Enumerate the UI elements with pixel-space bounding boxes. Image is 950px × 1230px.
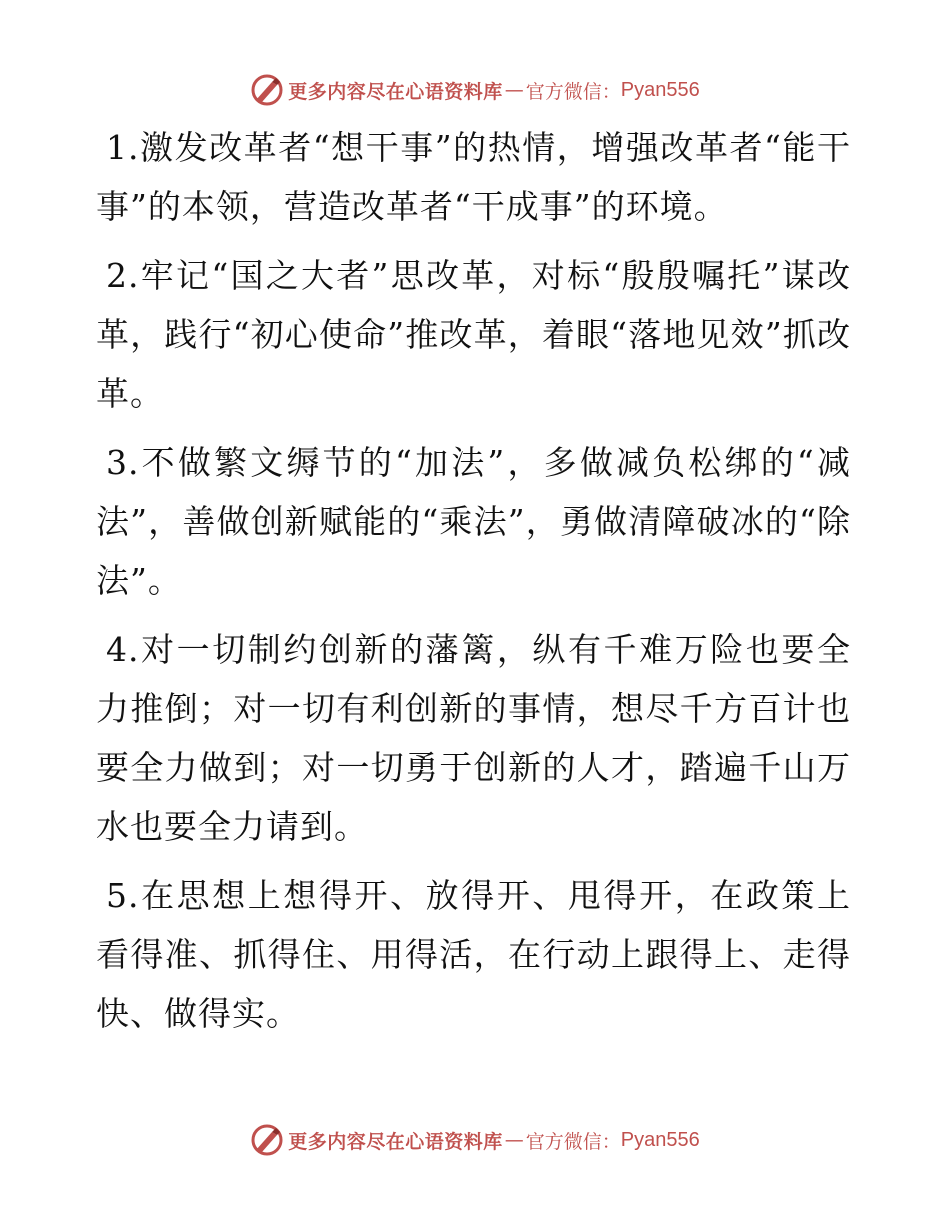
page-footer (0, 1120, 950, 1160)
item-number: 3. (106, 443, 140, 482)
list-item (96, 118, 851, 236)
item-text: 对一切制约创新的藩篱，纵有千难万险也要全力推倒；对一切有利创新的事情，想尽千方百计也要全力做到；对一切勇于创新的人才，踏遍千山万水也要全力请到。 (96, 630, 851, 846)
list-item (96, 866, 851, 1043)
footer-banner (250, 1123, 700, 1157)
item-text: 不做繁文缛节的“加法”，多做减负松绑的“减法”，善做创新赋能的“乘法”，勇做清障破冰的“除法”。 (96, 443, 851, 600)
footer-banner-separator: — (504, 1129, 524, 1151)
header-wechat-label: 官方微信： (525, 80, 621, 103)
item-text: 在思想上想得开、放得开、甩得开，在政策上看得准、抓得住、用得活，在行动上跟得上、走得快、做得实。 (96, 876, 851, 1033)
item-text: 牢记“国之大者”思改革，对标“殷殷嘱托”谋改革，践行“初心使命”推改革，着眼“落地见效”抓改革。 (96, 256, 851, 413)
header-banner-title: 更多内容尽在心语资料库 (288, 80, 503, 103)
item-number: 5. (106, 876, 140, 915)
pen-circle-logo-icon (250, 1123, 284, 1157)
header-banner (250, 73, 700, 107)
item-number: 1. (106, 128, 140, 167)
document-body (96, 118, 851, 1053)
pen-circle-logo-icon (250, 73, 284, 107)
page-header (0, 70, 950, 110)
list-item (96, 433, 851, 610)
header-banner-separator: — (504, 79, 524, 101)
footer-banner-title: 更多内容尽在心语资料库 (288, 1130, 503, 1153)
footer-wechat-id: Pyan556 (620, 1128, 700, 1151)
footer-wechat-label: 官方微信： (525, 1130, 621, 1153)
list-item (96, 620, 851, 856)
item-number: 2. (106, 256, 140, 295)
item-number: 4. (106, 630, 140, 669)
list-item (96, 246, 851, 423)
header-wechat-id: Pyan556 (620, 78, 700, 101)
item-text: 激发改革者“想干事”的热情，增强改革者“能干事”的本领，营造改革者“干成事”的环境。 (96, 128, 851, 226)
